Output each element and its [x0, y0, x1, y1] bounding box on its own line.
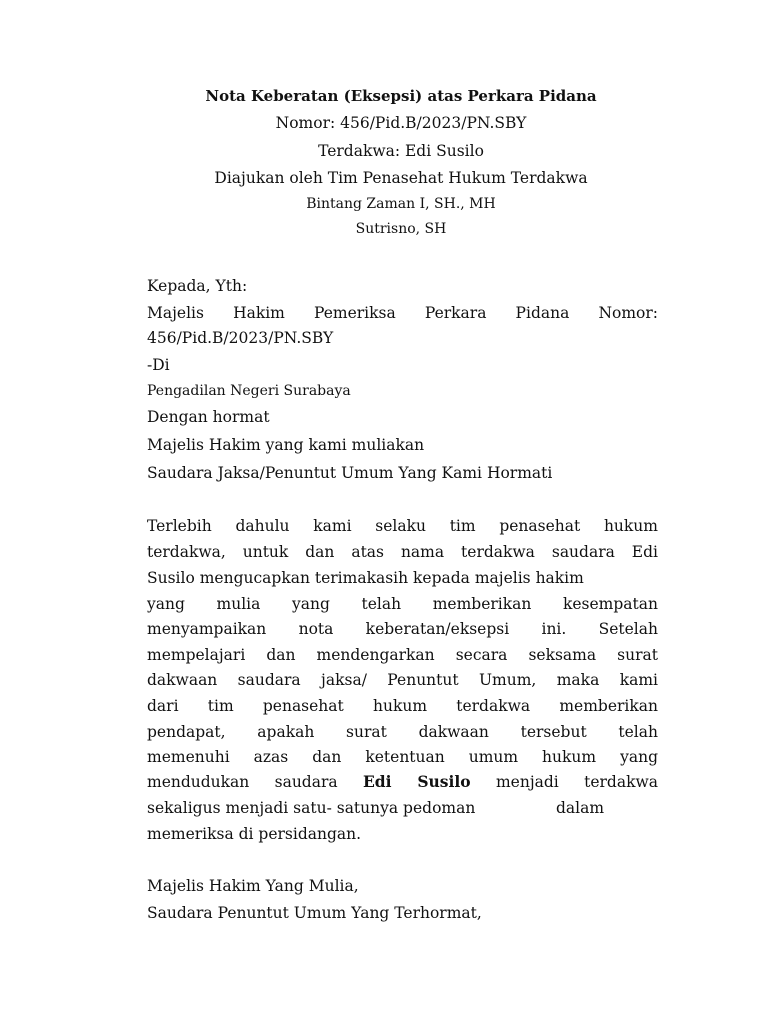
paragraph-line: pendapat, apakah surat dakwaan tersebut telah: [147, 723, 658, 741]
paragraph-line: terdakwa, untuk dan atas nama terdakwa saudara Edi: [147, 543, 658, 561]
submitted-by: Diajukan oleh Tim Penasehat Hukum Terdakwa: [214, 169, 588, 187]
paragraph-text: menjadi terdakwa: [495, 773, 658, 791]
defendant-name: Terdakwa: Edi Susilo: [318, 142, 484, 160]
counsel-name-1: Bintang Zaman I, SH., MH: [306, 196, 496, 212]
paragraph-line: Susilo mengucapkan terimakasih kepada majelis hakim: [147, 569, 584, 587]
paragraph-line: memeriksa di persidangan.: [147, 825, 362, 843]
paragraph-line: yang mulia yang telah memberikan kesempatan: [147, 595, 658, 613]
paragraph-line: Terlebih dahulu kami selaku tim penasehat hukum: [147, 517, 658, 535]
recipient-court: Pengadilan Negeri Surabaya: [147, 383, 351, 399]
closing-prosecutor: Saudara Penuntut Umum Yang Terhormat,: [147, 904, 482, 922]
recipient-salutation: Kepada, Yth:: [147, 277, 248, 295]
paragraph-line-with-name: [147, 772, 658, 792]
paragraph-text: mendudukan saudara: [147, 773, 338, 791]
paragraph-line: mempelajari dan mendengarkan secara seksama surat: [147, 646, 658, 664]
defendant-name-bold: Edi Susilo: [362, 772, 471, 791]
paragraph-line: dari tim penasehat hukum terdakwa memberikan: [147, 697, 658, 715]
greeting-prosecutor: Saudara Jaksa/Penuntut Umum Yang Kami Hormati: [147, 464, 553, 482]
paragraph-line: dakwaan saudara jaksa/ Penuntut Umum, maka kami: [147, 671, 658, 689]
paragraph-line-end: dalam: [556, 799, 605, 817]
recipient-panel: Majelis Hakim Pemeriksa Perkara Pidana Nomor:: [147, 304, 658, 322]
recipient-location-prefix: -Di: [147, 356, 170, 374]
counsel-name-2: Sutrisno, SH: [355, 221, 447, 237]
closing-judges: Majelis Hakim Yang Mulia,: [147, 877, 359, 895]
greeting-judges: Majelis Hakim yang kami muliakan: [147, 436, 425, 454]
paragraph-line: sekaligus menjadi satu- satunya pedoman: [147, 799, 476, 817]
paragraph-line: memenuhi azas dan ketentuan umum hukum yang: [147, 748, 658, 766]
case-number: Nomor: 456/Pid.B/2023/PN.SBY: [275, 114, 527, 132]
recipient-case-number: 456/Pid.B/2023/PN.SBY: [147, 329, 334, 347]
document-title: Nota Keberatan (Eksepsi) atas Perkara Pidana: [205, 87, 597, 105]
paragraph-line: menyampaikan nota keberatan/eksepsi ini. Setelah: [147, 620, 658, 638]
opening-respect: Dengan hormat: [147, 408, 270, 426]
